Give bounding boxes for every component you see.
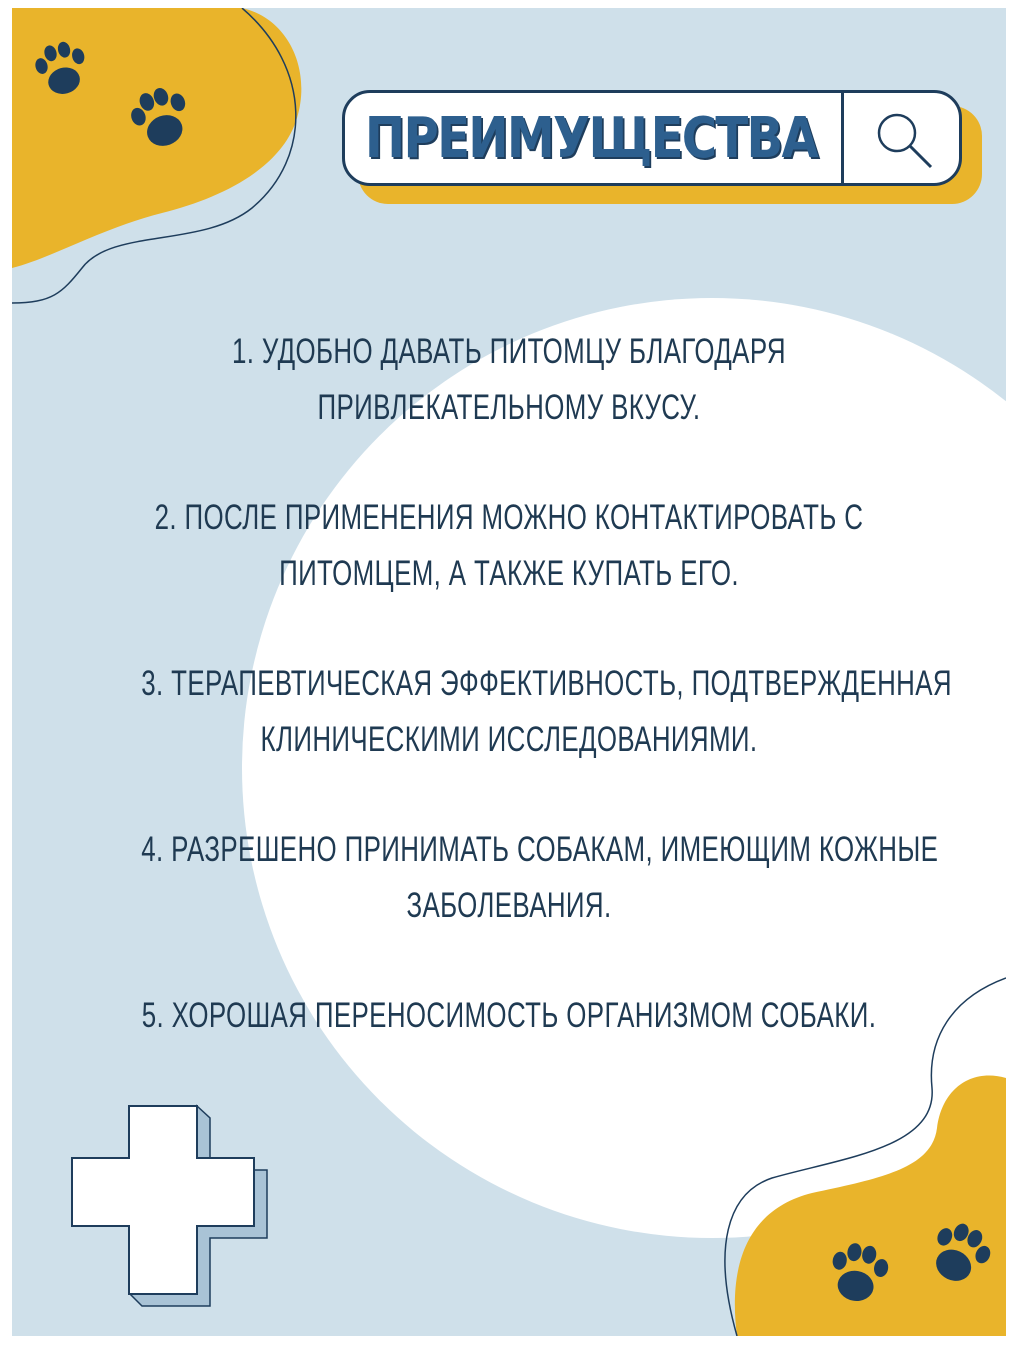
search-divider [841, 93, 844, 186]
benefit-item [141, 822, 939, 934]
benefit-line: 5. ХОРОШАЯ ПЕРЕНОСИМОСТЬ ОРГАНИЗМОМ СОБАКИ. [141, 996, 877, 1035]
benefit-line: 1. УДОБНО ДАВАТЬ ПИТОМЦУ БЛАГОДАРЯ [232, 332, 786, 371]
benefit-line: 2. ПОСЛЕ ПРИМЕНЕНИЯ МОЖНО КОНТАКТИРОВАТЬ С [154, 498, 864, 537]
benefit-item [141, 988, 877, 1044]
magnifier-icon [865, 103, 945, 179]
benefit-line: ПРИВЛЕКАТЕЛЬНОМУ ВКУСУ. [317, 388, 701, 427]
benefit-line: ПИТОМЦЕМ, А ТАКЖЕ КУПАТЬ ЕГО. [279, 554, 739, 593]
benefit-item [141, 490, 877, 602]
benefit-item [141, 324, 877, 436]
medical-cross-icon [62, 1098, 272, 1318]
benefit-line: ЗАБОЛЕВАНИЯ. [406, 886, 612, 925]
benefit-line: КЛИНИЧЕСКИМИ ИССЛЕДОВАНИЯМИ. [260, 720, 758, 759]
benefit-item [141, 656, 952, 768]
poster-card [12, 8, 1006, 1336]
search-bar-box [342, 90, 962, 186]
page-title: ПРЕИМУЩЕСТВА [364, 105, 818, 171]
header-search-bar [342, 90, 982, 204]
benefit-line: 4. РАЗРЕШЕНО ПРИНИМАТЬ СОБАКАМ, ИМЕЮЩИМ КОЖНЫЕ [141, 830, 939, 869]
benefits-list [12, 324, 1006, 1098]
benefit-line: 3. ТЕРАПЕВТИЧЕСКАЯ ЭФФЕКТИВНОСТЬ, ПОДТВЕРЖДЕННАЯ [141, 664, 952, 703]
